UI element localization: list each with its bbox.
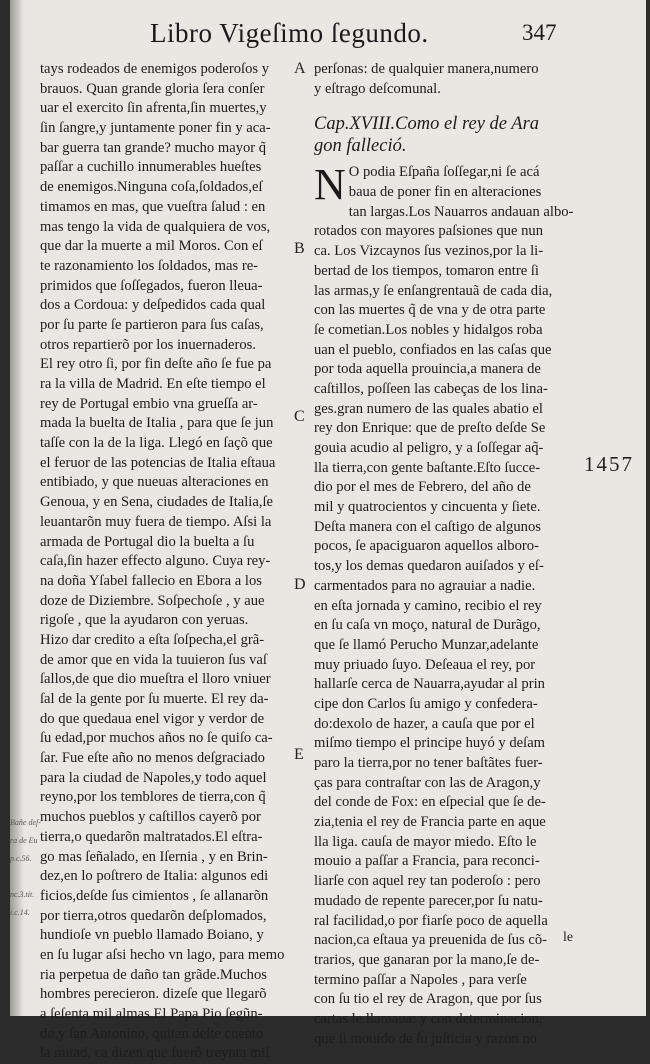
- text-line: por ſu parte ſe partieron para ſus caſas,: [40, 316, 264, 333]
- running-title: Libro Vigeſimo ſegundo.: [150, 18, 429, 48]
- text-line: tays rodeados de enemigos poderoſos y: [40, 61, 269, 77]
- text-line: bar guerra tan grande? mucho mayor q̃: [40, 139, 267, 156]
- section-marker-e: E: [294, 746, 304, 763]
- text-line: te razonamiento los ſoldados, mas re-: [40, 257, 259, 274]
- text-line: uan el pueblo, confiados en las caſas que: [314, 341, 552, 358]
- text-line: gouia acudio al peligro, y a ſoſſegar aq̃-: [314, 440, 544, 456]
- text-line: lla liga. cauſa de mayor miedo. Eſto le: [314, 833, 537, 850]
- section-marker-b: B: [294, 240, 305, 257]
- text-line: caſa,ſin hazer effecto alguno. Cuya rey-: [40, 553, 271, 570]
- text-line: ficios,deſde ſus cimientos , ſe allanarõn: [40, 887, 269, 904]
- margin-note: i.c.14.: [10, 908, 30, 917]
- text-line: termino paſſar a Napoles , para verſe: [314, 971, 527, 988]
- text-line: ſar. Fue eſte año no menos deſgraciado: [40, 750, 265, 767]
- text-line: taſſe con la de la liga. Llegó en ſaçõ que: [40, 435, 273, 452]
- text-line: mudado de repente parecer,por ſu natu-: [314, 892, 543, 909]
- text-line: timamos en mas, que vueſtra ſalud : en: [40, 198, 266, 215]
- text-line: doze de Diziembre. Soſpechoſe , y aue: [40, 592, 265, 609]
- margin-note: Bañe deſ-: [10, 818, 41, 827]
- text-line: miſmo tiempo el principe huyó y deſam: [314, 735, 546, 752]
- text-line: paro la tierra,por no tener baſtãtes fuer-: [314, 755, 543, 771]
- page-gutter-shadow: [10, 0, 24, 1016]
- section-marker-c: C: [294, 408, 305, 425]
- text-line: do que quedaua enel vigor y verdor de: [40, 710, 265, 727]
- section-marker-a: A: [294, 60, 306, 77]
- right-column-continuation: [314, 60, 574, 99]
- text-line: liarſe con aquel rey tan poderoſo : pero: [314, 873, 541, 890]
- text-line: en eſta jornada y camino, recibio el rey: [314, 597, 542, 614]
- text-line: rey don Enrique: que de preſto deſde Se: [314, 420, 546, 437]
- text-line: tan largas.Los Nauarros andauan albo-: [348, 203, 574, 220]
- text-line: otros repartierõ por los inuernaderos.: [40, 336, 256, 353]
- margin-note: nc.3.tit.: [10, 890, 35, 899]
- text-line: rey de Portugal embio vna grueſſa ar-: [40, 395, 258, 412]
- text-line: tos,y los demas quedaron auiſados y eſ-: [314, 558, 544, 575]
- drop-capital: N: [314, 160, 346, 210]
- text-line: mil y quatrocientos y cincuenta y ſiete.: [314, 499, 541, 516]
- text-line: a ſeſenta mil almas.El Papa Pio ſegũn-: [40, 1006, 263, 1022]
- page-header: [10, 18, 646, 54]
- text-line: baua de poner fin en alteraciones: [348, 184, 542, 201]
- page-number: 347: [522, 20, 557, 45]
- text-line: dos a Cordoua: y deſpedidos cada qual: [40, 297, 266, 314]
- chapter-opening: [314, 160, 574, 210]
- text-line: rigoſe , que la ayudaron con yeruas.: [40, 612, 249, 629]
- text-line: ges.gran numero de las quales abatio el: [314, 400, 543, 417]
- text-line: go mas ſeñalado, en Iſernia , y en Brin-: [40, 848, 268, 865]
- text-line: para la ciudad de Napoles,y todo aquel: [40, 769, 267, 786]
- text-line: las armas,y ſe enſangrentauã de cada dia,: [314, 282, 553, 299]
- text-line: trarios, que ganaran por la mano,ſe de-: [314, 951, 540, 968]
- text-line: do,y ſan Antonino, quitan deſte cuento: [40, 1025, 264, 1042]
- text-line: primidos que ſoſſegados, fueron lleua-: [40, 277, 263, 294]
- text-line: ſallos,de que dio mueſtra el lloro vniuer: [40, 671, 271, 688]
- text-line: lla tierra,con gente baſtante.Eſto ſucce-: [314, 459, 541, 476]
- text-line: hundioſe vn pueblo llamado Boiano, y: [40, 927, 264, 944]
- text-line: hombres perecieron. dizeſe que llegarõ: [40, 986, 267, 1003]
- text-line: carmentados para no agrauiar a nadie.: [314, 577, 536, 594]
- text-line: zia,tenia el rey de Francia parte en aque: [314, 814, 546, 831]
- chapter-heading-line-1: Cap.XVIII.Como el rey de Ara: [314, 114, 540, 135]
- text-line: mouio a paſſar a Francia, para reconci-: [314, 853, 540, 870]
- text-line: dez,en lo poſtrero de Italia: algunos edi: [40, 868, 269, 885]
- catchword: le: [563, 930, 574, 945]
- text-line: rotados con mayores paſsiones que nun: [314, 223, 543, 240]
- text-line: leuantarõn muy fuera de tiempo. Aſsi la: [40, 513, 272, 530]
- text-line: por tierra,otros quedarõn deſplomados,: [40, 907, 267, 924]
- text-line: ſe cometian.Los nobles y hidalgos roba: [314, 321, 543, 338]
- margin-note: p.c.56.: [10, 854, 32, 863]
- right-column-body: [314, 203, 574, 1050]
- text-line: bertad de los tiempos, tomaron entre ſi: [314, 262, 539, 279]
- section-marker-d: D: [294, 576, 306, 593]
- text-line: dio por el mes de Febrero, del año de: [314, 479, 531, 496]
- text-line: que ſi mouido de ſu juſticia y razon no: [314, 1030, 537, 1047]
- text-line: ſu edad,por muchos años no ſe quiſo ca-: [40, 730, 273, 747]
- text-line: del conde de Fox: en eſpecial que ſe de-: [314, 794, 546, 811]
- text-line: de enemigos.Ninguna coſa,ſoldados,eſ: [40, 179, 263, 196]
- text-line: que dar la muerte a mil Moros. Con eſ: [40, 238, 263, 255]
- text-line: ças para contraſtar con las de Aragon,y: [314, 774, 541, 791]
- text-line: mas tengo la vida de qualquiera de vos,: [40, 218, 271, 235]
- text-line: el feruor de las potencias de Italia eſtaua: [40, 454, 276, 471]
- text-line: y eſtrago deſcomunal.: [314, 80, 441, 97]
- text-line: tierra,o quedarõn maltratados.El eſtra-: [40, 828, 263, 845]
- text-line: entibiado, y que nueuas alteraciones en: [40, 474, 269, 491]
- text-line: ſin ſangre,y juntamente poner fin y aca-: [40, 120, 271, 137]
- text-line: O podia Eſpaña ſoſſegar,ni ſe acá: [348, 164, 540, 181]
- text-line: nacion,ca eſtaua ya preuenida de ſus cõ-: [314, 932, 547, 949]
- text-line: reyno,por los temblores de tierra,con q̃: [40, 789, 266, 806]
- text-line: que ſe llamó Perucho Munzar,adelante: [314, 636, 539, 653]
- text-line: El rey otro ſi, por fin deſte año ſe fue pa: [40, 356, 272, 373]
- text-line: hallarſe cerca de Nauarra,ayudar al prin: [314, 676, 545, 693]
- text-line: pocos, ſe apaciguaron aquellos alboro-: [314, 538, 539, 555]
- text-line: muchos pueblos y caſtillos cayerõ por: [40, 809, 261, 826]
- right-column: [314, 60, 574, 1049]
- text-line: en ſu caſa vn moço, natural de Durãgo,: [314, 617, 541, 634]
- text-line: perſonas: de qualquier manera,numero: [314, 61, 539, 77]
- text-line: cipe don Carlos ſu amigo y confedera-: [314, 695, 538, 712]
- text-line: uar el exercito ſin afrenta,ſin muertes,y: [40, 100, 267, 117]
- text-line: ſal de la gente por ſu muerte. El rey da-: [40, 691, 269, 707]
- text-line: caſtillos, poſſeen las cabeças de los lina-: [314, 380, 548, 397]
- text-line: na doña Yſabel fallecio en Ebora a los: [40, 572, 262, 589]
- text-line: ral facilidad,o por fiarſe poco de aquella: [314, 912, 548, 929]
- left-column: [40, 60, 296, 1064]
- year-margin-note: 1457: [584, 452, 634, 476]
- text-line: Deſta manera con el caſtigo de algunos: [314, 518, 541, 535]
- chapter-heading-line-2: gon falleció.: [314, 136, 407, 157]
- book-page: [10, 0, 646, 1062]
- text-line: Genoua, y en Sena, ciudades de Italia,ſe: [40, 494, 274, 511]
- text-line: ca. Los Vizcaynos ſus vezinos,por la li-: [314, 243, 544, 260]
- text-line: la mitad, ca dizen que fuerõ treynta mil: [40, 1045, 270, 1062]
- text-line: paſſar a cuchillo innumerables hueſtes: [40, 159, 262, 176]
- text-line: con las muertes q̃ de vna y de otra parte: [314, 302, 546, 319]
- text-line: ria perpetua de daño tan grãde.Muchos: [40, 966, 267, 983]
- text-line: do:dexolo de hazer, a cauſa que por el: [314, 715, 535, 732]
- text-line: Hizo dar credito a eſta ſoſpecha,el grã-: [40, 631, 265, 648]
- text-line: en ſu lugar aſsi hecho vn lago, para memo: [40, 946, 285, 963]
- text-line: por toda aquella prouincia,a manera de: [314, 361, 541, 378]
- text-line: cartas le llamaua: y con determinacion,: [314, 1010, 543, 1027]
- text-line: con ſu tio el rey de Aragon, que por ſus: [314, 991, 542, 1008]
- text-line: de amor que en vida la tuuieron ſus vaſ: [40, 651, 267, 668]
- text-line: muy priuado ſuyo. Deſeaua el rey, por: [314, 656, 536, 673]
- margin-note: ra de Eu: [10, 836, 38, 845]
- text-line: brauos. Quan grande gloria ſera conſer: [40, 80, 265, 97]
- text-line: mada la buelta de Italia , para que ſe jun: [40, 415, 274, 432]
- text-line: armada de Portugal dio la buelta a ſu: [40, 533, 255, 550]
- text-line: ra la villa de Madrid. En eſte tiempo el: [40, 376, 266, 392]
